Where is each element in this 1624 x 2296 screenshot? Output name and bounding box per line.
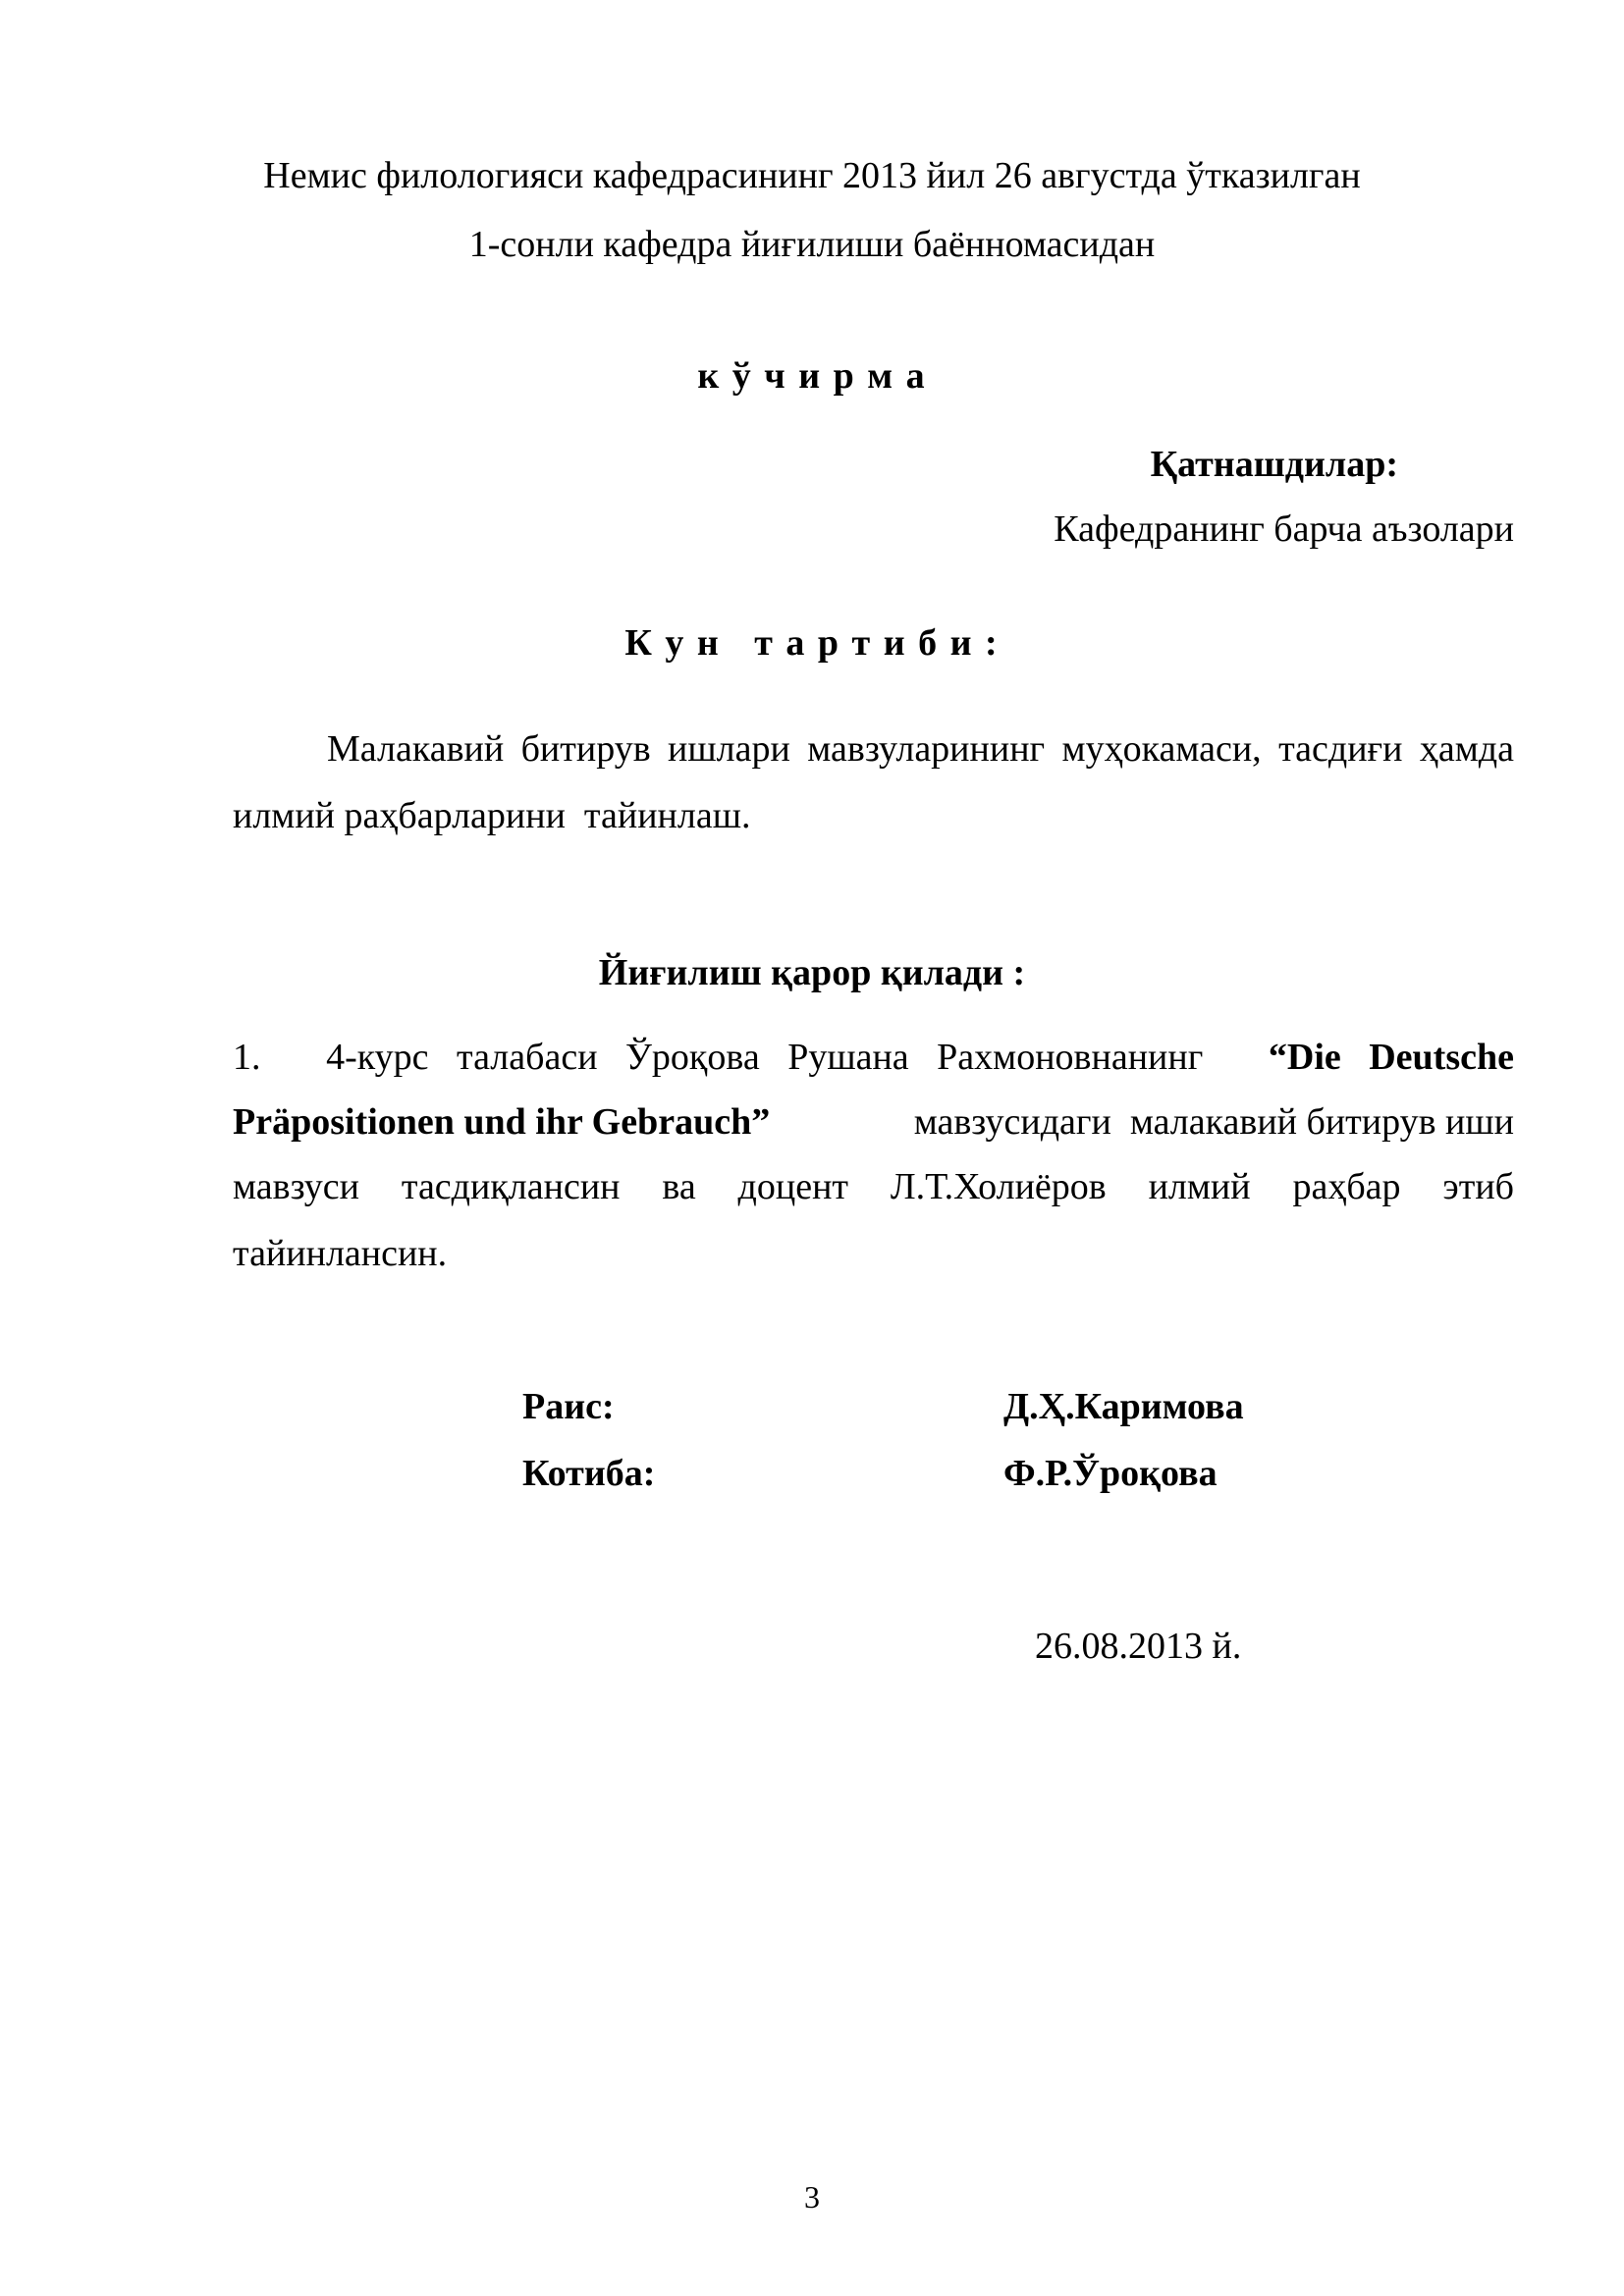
signature-role-chair: Раис: (522, 1386, 615, 1427)
header-line-2: 1-сонли кафедра йиғилиши баённомасидан (468, 224, 1156, 265)
signature-name-secretary: Ф.Р.Ўроқова (1003, 1453, 1218, 1494)
page-number: 3 (804, 2179, 820, 2215)
header-line-1: Немис филологияси кафедрасининг 2013 йил 26 августда ўтказилган (263, 155, 1361, 196)
decision-item-line-2 (233, 1103, 1514, 1141)
document-type-title: к ў ч и р м а (697, 355, 927, 397)
decision-item-number: 1. (233, 1037, 261, 1078)
agenda-heading: К у н т а р т и б и : (624, 622, 1000, 664)
participants-value: Кафедранинг барча аъзолари (1054, 508, 1514, 550)
agenda-text-line-2: илмий раҳбарларини тайинлаш. (233, 795, 751, 836)
participants-label: Қатнашдилар: (1150, 444, 1398, 485)
decision-item-line-4: тайинлансин. (233, 1233, 448, 1274)
decision-item-suffix: мавзусидаги малакавий битирув иши (913, 1101, 1514, 1143)
decision-item-title-part-2: Präpositionen und ihr Gebrauch” (233, 1101, 771, 1143)
document-date: 26.08.2013 й. (1035, 1626, 1242, 1667)
signature-name-chair: Д.Ҳ.Каримова (1003, 1386, 1244, 1427)
decision-item-prefix: 4-курс талабаси Ўроқова Рушана Рахмоновнанинг (326, 1037, 1204, 1078)
decision-item-line-3: мавзуси тасдиқлансин ва доцент Л.Т.Холиёров илмий раҳбар этиб (233, 1166, 1514, 1207)
signature-role-secretary: Котиба: (522, 1453, 656, 1494)
decision-item-title-part-1: “Die Deutsche (1268, 1037, 1514, 1078)
decision-item-line-1 (233, 1039, 1514, 1076)
decision-heading: Йиғилиш қарор қилади : (598, 952, 1026, 993)
agenda-text-line-1: Малакавий битирув ишлари мавзуларининг муҳокамаси, тасдиғи ҳамда (327, 728, 1514, 770)
